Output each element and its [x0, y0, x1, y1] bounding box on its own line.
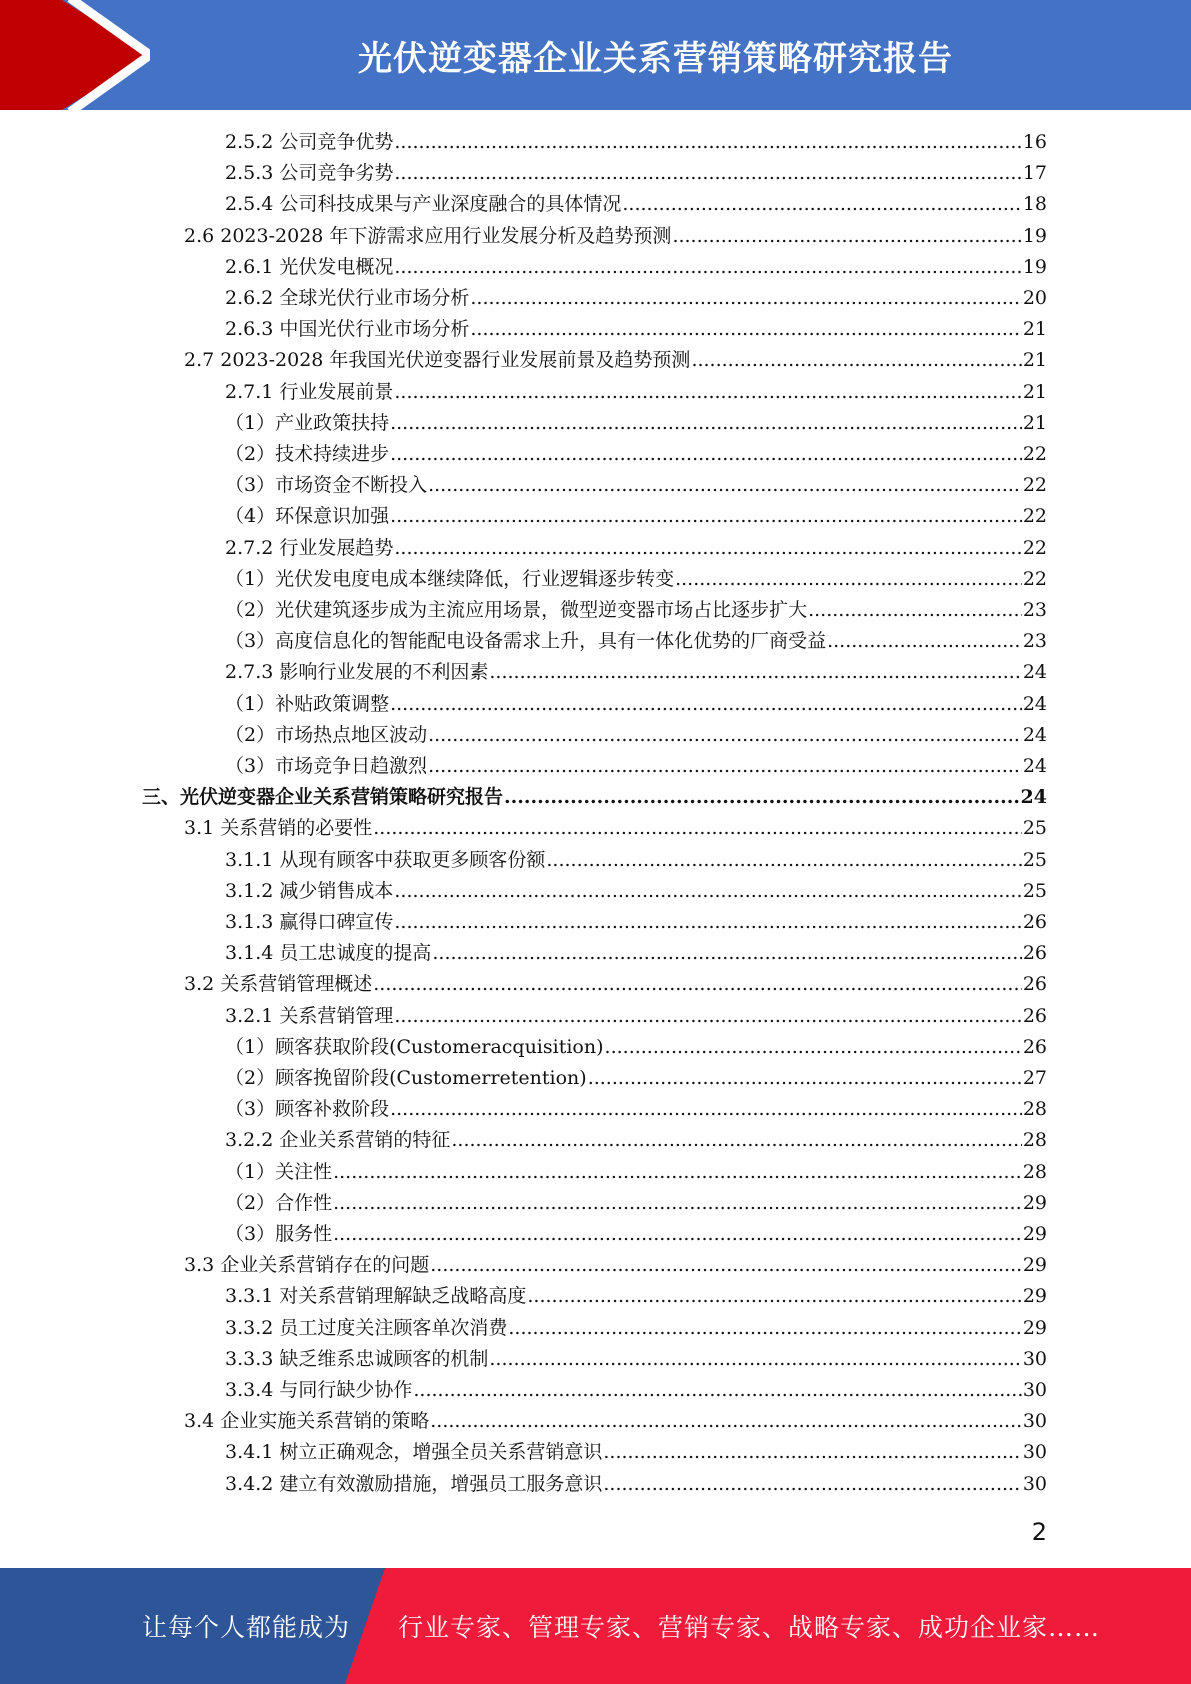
toc-dot-leader — [373, 813, 1022, 844]
toc-dot-leader — [333, 1157, 1022, 1188]
toc-dot-leader — [373, 969, 1022, 1000]
toc-entry[interactable] — [225, 1375, 1047, 1406]
toc-entry[interactable] — [184, 1250, 1047, 1281]
toc-dot-leader — [504, 782, 1020, 813]
toc-entry-page: 26 — [1022, 973, 1047, 996]
toc-entry-label: （1）关注性 — [225, 1160, 333, 1183]
toc-dot-leader — [489, 1344, 1021, 1375]
toc-entry-page: 30 — [1022, 1410, 1047, 1433]
toc-entry-label: 3.1.3 赢得口碑宣传 — [225, 911, 394, 933]
toc-entry-page: 24 — [1022, 661, 1047, 684]
toc-entry-page: 29 — [1022, 1191, 1047, 1214]
toc-dot-leader — [390, 501, 1022, 532]
toc-entry-label: 3.2 关系营销管理概述 — [184, 973, 373, 996]
page-number: 2 — [1031, 1518, 1047, 1546]
toc-entry-label: 3.1.4 员工忠诚度的提高 — [225, 942, 432, 965]
toc-entry-page: 22 — [1022, 505, 1047, 528]
toc-dot-leader — [394, 907, 1021, 938]
toc-entry-page: 28 — [1022, 1098, 1047, 1121]
toc-entry-page: 25 — [1022, 848, 1047, 871]
toc-entry-label: （3）顾客补救阶段 — [225, 1098, 390, 1121]
toc-dot-leader — [390, 439, 1022, 470]
toc-dot-leader — [333, 1219, 1022, 1250]
toc-entry-label: （3）市场资金不断投入 — [225, 474, 428, 497]
toc-entry-page: 21 — [1022, 411, 1047, 434]
toc-dot-leader — [390, 689, 1022, 720]
toc-entry[interactable] — [225, 1219, 1047, 1250]
toc-entry-page: 24 — [1020, 786, 1047, 809]
toc-entry-label: 3.1.1 从现有顾客中获取更多顾客份额 — [225, 848, 546, 871]
toc-entry-page: 22 — [1022, 536, 1047, 559]
toc-entry[interactable] — [184, 1406, 1047, 1437]
toc-entry[interactable] — [225, 938, 1047, 969]
page-footer — [0, 1568, 1191, 1684]
toc-dot-leader — [527, 1281, 1021, 1312]
toc-dot-leader — [333, 1188, 1022, 1219]
toc-entry-label: 2.6.3 中国光伏行业市场分析 — [225, 318, 470, 341]
toc-entry[interactable] — [225, 595, 1047, 626]
toc-entry-label: 3.2.1 关系营销管理 — [225, 1004, 394, 1027]
toc-entry-page: 23 — [1022, 599, 1047, 621]
toc-entry-page: 19 — [1022, 224, 1047, 247]
toc-entry-label: （2）市场热点地区波动 — [225, 723, 428, 746]
toc-entry[interactable] — [225, 1032, 1047, 1063]
toc-dot-leader — [413, 1375, 1021, 1406]
toc-entry[interactable] — [225, 189, 1047, 220]
toc-entry[interactable] — [225, 439, 1047, 470]
toc-entry-page: 28 — [1022, 1160, 1047, 1183]
toc-entry-label: （3）服务性 — [225, 1223, 333, 1245]
toc-entry-page: 16 — [1022, 131, 1047, 153]
toc-entry-label: 2.7 2023-2028 年我国光伏逆变器行业发展前景及趋势预测 — [184, 349, 691, 372]
toc-entry-label: 2.6.2 全球光伏行业市场分析 — [225, 287, 470, 309]
toc-entry[interactable] — [225, 470, 1047, 501]
toc-entry[interactable] — [225, 1063, 1047, 1094]
toc-entry[interactable] — [225, 1437, 1047, 1468]
toc-entry-label: 3.4 企业实施关系营销的策略 — [184, 1410, 430, 1433]
toc-entry-label: 3.4.1 树立正确观念，增强全员关系营销意识 — [225, 1441, 603, 1464]
toc-entry-page: 24 — [1022, 755, 1047, 777]
toc-entry-label: 3.1.2 减少销售成本 — [225, 879, 394, 902]
toc-entry-label: （3）市场竞争日趋激烈 — [225, 755, 428, 777]
toc-dot-leader — [622, 189, 1021, 220]
footer-slogan-left: 让每个人都能成为 — [142, 1613, 351, 1642]
toc-entry[interactable] — [225, 751, 1047, 782]
toc-dot-leader — [428, 751, 1022, 782]
toc-entry-label: （2）合作性 — [225, 1191, 333, 1214]
toc-entry-page: 24 — [1022, 723, 1047, 746]
toc-entry[interactable] — [225, 720, 1047, 751]
toc-entry-page: 29 — [1022, 1316, 1047, 1339]
toc-entry[interactable] — [225, 1313, 1047, 1344]
toc-entry-page: 18 — [1022, 193, 1047, 216]
toc-entry-label: 3.2.2 企业关系营销的特征 — [225, 1129, 451, 1152]
toc-entry-page: 23 — [1022, 630, 1047, 653]
toc-dot-leader — [394, 252, 1021, 283]
toc-entry-page: 30 — [1022, 1441, 1047, 1464]
toc-entry-label: 2.5.4 公司科技成果与产业深度融合的具体情况 — [225, 193, 622, 216]
toc-entry[interactable] — [225, 408, 1047, 439]
toc-entry[interactable] — [184, 813, 1047, 844]
toc-dot-leader — [390, 1094, 1022, 1125]
toc-dot-leader — [451, 1125, 1021, 1156]
toc-entry-page: 28 — [1022, 1129, 1047, 1152]
toc-entry-page: 26 — [1022, 1004, 1047, 1027]
toc-entry[interactable] — [225, 1001, 1047, 1032]
toc-entry[interactable] — [225, 252, 1047, 283]
toc-dot-leader — [428, 720, 1022, 751]
toc-entry[interactable] — [225, 626, 1047, 657]
toc-entry-page: 27 — [1022, 1067, 1047, 1089]
toc-entry[interactable] — [225, 657, 1047, 688]
toc-entry-page: 24 — [1022, 692, 1047, 715]
toc-dot-leader — [489, 657, 1021, 688]
toc-dot-leader — [603, 1469, 1021, 1500]
toc-entry[interactable] — [225, 377, 1047, 408]
toc-dot-leader — [691, 345, 1021, 376]
toc-dot-leader — [808, 595, 1022, 626]
toc-entry[interactable] — [225, 564, 1047, 595]
toc-entry-label: （3）高度信息化的智能配电设备需求上升，具有一体化优势的厂商受益 — [225, 630, 827, 653]
toc-entry-page: 30 — [1022, 1379, 1047, 1401]
toc-entry-label: 3.3.2 员工过度关注顾客单次消费 — [225, 1316, 508, 1339]
toc-dot-leader — [546, 845, 1021, 876]
toc-entry-label: 3.3.3 缺乏维系忠诚顾客的机制 — [225, 1347, 489, 1370]
toc-dot-leader — [430, 1406, 1022, 1437]
toc-dot-leader — [390, 408, 1022, 439]
toc-dot-leader — [394, 533, 1021, 564]
toc-entry[interactable] — [225, 876, 1047, 907]
toc-dot-leader — [428, 470, 1022, 501]
toc-entry-label: 2.5.3 公司竞争劣势 — [225, 162, 394, 185]
toc-entry-label: 3.3.4 与同行缺少协作 — [225, 1379, 413, 1401]
toc-entry[interactable] — [225, 1281, 1047, 1312]
toc-entry-page: 29 — [1022, 1254, 1047, 1277]
toc-entry[interactable] — [184, 969, 1047, 1000]
toc-entry[interactable] — [225, 689, 1047, 720]
toc-dot-leader — [394, 158, 1021, 189]
toc-dot-leader — [588, 1063, 1022, 1094]
toc-dot-leader — [394, 127, 1021, 158]
toc-entry[interactable] — [225, 283, 1047, 314]
toc-entry-page: 22 — [1022, 567, 1047, 590]
toc-entry-page: 19 — [1022, 255, 1047, 278]
page-header — [0, 0, 1191, 110]
toc-entry-page: 26 — [1022, 911, 1047, 933]
footer-slogan-right: 行业专家、管理专家、营销专家、战略专家、成功企业家…… — [398, 1613, 1101, 1642]
toc-entry[interactable] — [225, 1344, 1047, 1375]
toc-entry[interactable] — [225, 127, 1047, 158]
toc-entry-page: 21 — [1022, 380, 1047, 403]
toc-entry-label: 3.3 企业关系营销存在的问题 — [184, 1254, 430, 1277]
toc-dot-leader — [470, 283, 1021, 314]
toc-entry-label: 2.6.1 光伏发电概况 — [225, 255, 394, 278]
toc-dot-leader — [508, 1313, 1021, 1344]
toc-dot-leader — [605, 1032, 1022, 1063]
toc-dot-leader — [430, 1250, 1022, 1281]
toc-dot-leader — [394, 377, 1021, 408]
toc-entry-label: 三、光伏逆变器企业关系营销策略研究报告 — [142, 786, 504, 809]
toc-entry-label: 2.5.2 公司竞争优势 — [225, 131, 394, 153]
toc-entry-label: 2.7.2 行业发展趋势 — [225, 536, 394, 559]
toc-dot-leader — [827, 626, 1022, 657]
toc-dot-leader — [470, 314, 1021, 345]
toc-entry-page: 21 — [1022, 349, 1047, 372]
toc-entry-page: 22 — [1022, 443, 1047, 465]
toc-entry-label: 3.4.2 建立有效激励措施，增强员工服务意识 — [225, 1472, 603, 1495]
toc-entry-label: 2.7.1 行业发展前景 — [225, 380, 394, 403]
toc-entry-label: 3.3.1 对关系营销理解缺乏战略高度 — [225, 1285, 527, 1308]
toc-entry[interactable] — [225, 1469, 1047, 1500]
toc-entry[interactable] — [225, 845, 1047, 876]
toc-entry[interactable] — [225, 907, 1047, 938]
toc-entry-page: 30 — [1022, 1347, 1047, 1370]
toc-dot-leader — [394, 876, 1021, 907]
toc-entry[interactable] — [225, 314, 1047, 345]
toc-entry[interactable] — [225, 533, 1047, 564]
toc-entry-page: 30 — [1022, 1472, 1047, 1495]
toc-entry[interactable] — [184, 345, 1047, 376]
toc-entry-label: （2）光伏建筑逐步成为主流应用场景，微型逆变器市场占比逐步扩大 — [225, 599, 808, 621]
toc-entry-page: 20 — [1022, 287, 1047, 309]
toc-entry[interactable] — [225, 1125, 1047, 1156]
toc-entry[interactable] — [184, 221, 1047, 252]
toc-entry-page: 29 — [1022, 1223, 1047, 1245]
toc-entry-page: 21 — [1022, 318, 1047, 341]
toc-entry-page: 26 — [1022, 1035, 1047, 1058]
toc-entry-page: 17 — [1022, 162, 1047, 185]
toc-entry[interactable] — [225, 1157, 1047, 1188]
toc-entry-page: 25 — [1022, 817, 1047, 840]
toc-dot-leader — [603, 1437, 1021, 1468]
toc-entry-label: （1）光伏发电度电成本继续降低，行业逻辑逐步转变 — [225, 567, 675, 590]
toc-dot-leader — [675, 564, 1022, 595]
toc-entry[interactable] — [225, 1188, 1047, 1219]
toc-entry-label: （2）顾客挽留阶段(Customerretention) — [225, 1067, 587, 1089]
toc-entry-label: （1）补贴政策调整 — [225, 692, 390, 715]
toc-entry-label: 3.1 关系营销的必要性 — [184, 817, 373, 840]
toc-entry-page: 29 — [1022, 1285, 1047, 1308]
toc-dot-leader — [432, 938, 1021, 969]
toc-dot-leader — [672, 221, 1021, 252]
toc-entry[interactable] — [225, 158, 1047, 189]
header-chevron-icon — [0, 0, 150, 110]
toc-entry-label: 2.6 2023-2028 年下游需求应用行业发展分析及趋势预测 — [184, 224, 672, 247]
toc-entry-page: 25 — [1022, 879, 1047, 902]
toc-entry[interactable] — [225, 501, 1047, 532]
toc-entry-label: 2.7.3 影响行业发展的不利因素 — [225, 661, 489, 684]
toc-entry-page: 26 — [1022, 942, 1047, 965]
toc-dot-leader — [394, 1001, 1021, 1032]
toc-entry-page: 22 — [1022, 474, 1047, 497]
toc-entry-label: （1）顾客获取阶段(Customeracquisition) — [225, 1035, 604, 1058]
toc-entry-label: （1）产业政策扶持 — [225, 411, 390, 434]
toc-entry[interactable] — [225, 1094, 1047, 1125]
toc-entry-label: （2）技术持续进步 — [225, 443, 390, 465]
toc-entry[interactable] — [142, 782, 1047, 813]
header-title: 光伏逆变器企业关系营销策略研究报告 — [358, 38, 953, 79]
toc-entry-label: （4）环保意识加强 — [225, 505, 390, 528]
